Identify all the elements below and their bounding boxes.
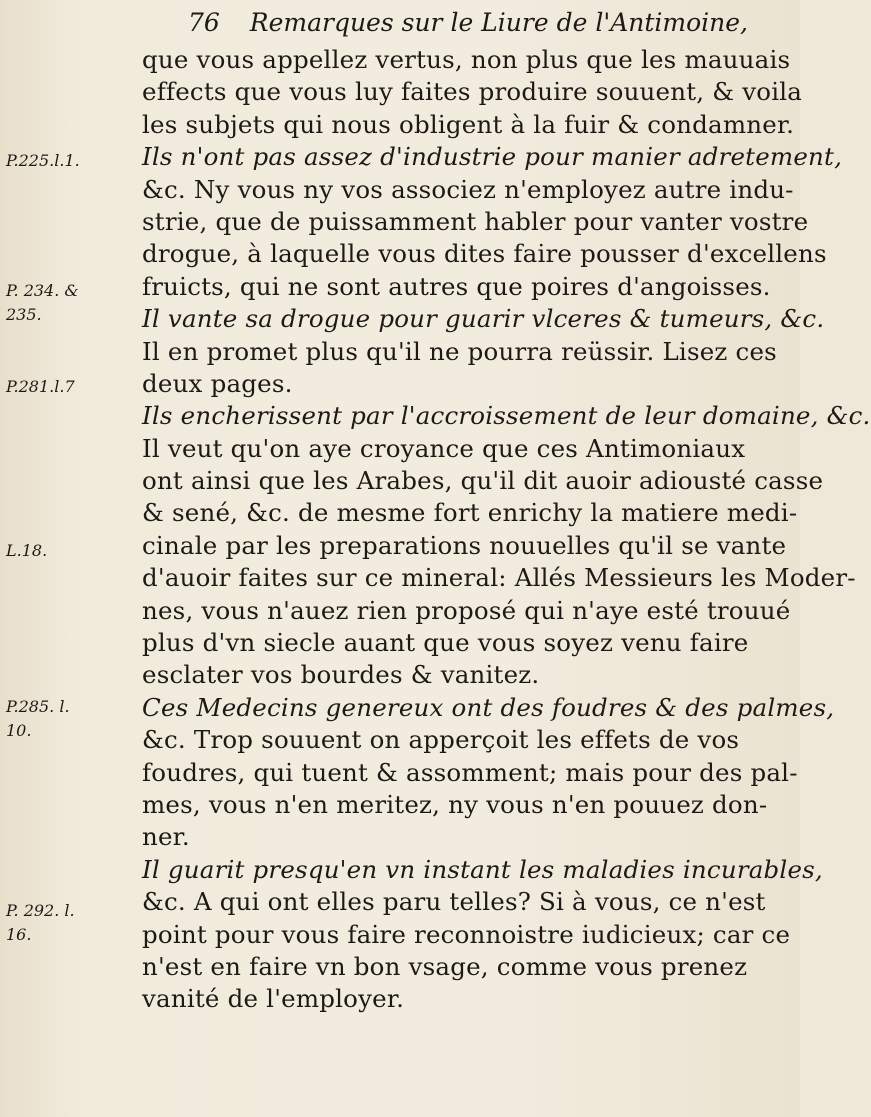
text-line: Ces Medecins genereux ont des foudres & des palmes, <box>142 692 835 722</box>
text-line: ont ainsi que les Arabes, qu'il dit auoir adiousté casse <box>142 466 824 496</box>
text-line: effects que vous luy faites produire souuent, & voila <box>142 77 803 107</box>
margin-note: L.18. <box>6 541 48 560</box>
text-line: & sené, &c. de mesme fort enrichy la matiere medi- <box>142 498 798 528</box>
text-line: les subjets qui nous obligent à la fuir & condamner. <box>142 109 795 139</box>
text-line: deux pages. <box>142 368 293 398</box>
text-line: cinale par les preparations nouuelles qu'il se vante <box>142 530 787 560</box>
text-line: Il veut qu'on aye croyance que ces Antimoniaux <box>142 433 746 463</box>
text-line: fruicts, qui ne sont autres que poires d'angoisses. <box>142 271 771 301</box>
body-text <box>142 44 871 1016</box>
margin-note: 16. <box>6 925 32 944</box>
margin-note: P.225.l.1. <box>6 151 80 170</box>
text-line: Ils n'ont pas assez d'industrie pour manier adretement, <box>142 142 843 172</box>
margin-note: P. 234. & <box>6 281 79 300</box>
margin-note: P. 292. l. <box>6 901 75 920</box>
text-line: vanité de l'employer. <box>142 984 405 1014</box>
text-line: que vous appellez vertus, non plus que les mauuais <box>142 45 791 74</box>
text-line: drogue, à laquelle vous dites faire pousser d'excellens <box>142 239 827 269</box>
text-line: strie, que de puissamment habler pour vanter vostre <box>142 206 809 236</box>
text-line: mes, vous n'en meritez, ny vous n'en pouuez don- <box>142 789 768 819</box>
text-line: Il guarit presqu'en vn instant les maladies incurables, <box>142 854 823 884</box>
text-line: Ils encherissent par l'accroissement de leur domaine, &c. <box>142 401 871 431</box>
text-line: n'est en faire vn bon vsage, comme vous prenez <box>142 951 748 981</box>
text-line: &c. A qui ont elles paru telles? Si à vous, ce n'est <box>142 887 766 917</box>
text-line: &c. Ny vous ny vos associez n'employez autre indu- <box>142 174 794 204</box>
margin-note: 10. <box>6 721 32 740</box>
text-line: plus d'vn siecle auant que vous soyez venu faire <box>142 628 749 658</box>
text-line: nes, vous n'auez rien proposé qui n'aye esté trouué <box>142 595 791 625</box>
text-line: esclater vos bourdes & vanitez. <box>142 660 540 690</box>
margin-note: P.285. l. <box>6 697 70 716</box>
margin-note: 235. <box>6 305 42 324</box>
running-header <box>188 8 748 37</box>
text-line: d'auoir faites sur ce mineral: Allés Messieurs les Moder- <box>142 563 856 593</box>
margin-note: P.281.l.7 <box>6 377 75 396</box>
running-title: Remarques sur le Liure de l'Antimoine, <box>249 8 748 37</box>
page-number: 76 <box>188 8 220 37</box>
text-line: ner. <box>142 822 190 852</box>
text-line: Il vante sa drogue pour guarir vlceres & tumeurs, &c. <box>142 304 825 334</box>
text-line: point pour vous faire reconnoistre iudicieux; car ce <box>142 919 791 949</box>
text-line: Il en promet plus qu'il ne pourra reüssir. Lisez ces <box>142 336 777 366</box>
text-line: foudres, qui tuent & assomment; mais pour des pal- <box>142 757 798 787</box>
text-line: &c. Trop souuent on apperçoit les effets de vos <box>142 725 740 755</box>
